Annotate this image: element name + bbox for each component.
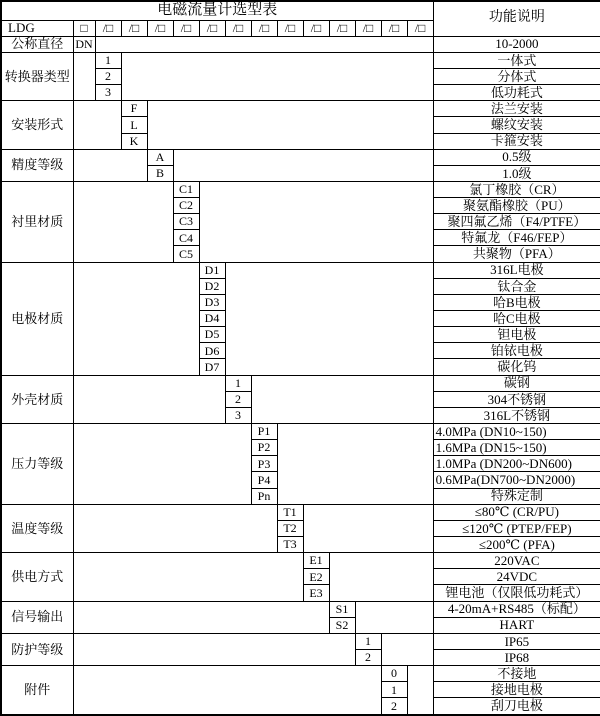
category-label-accessories: 附件 [1, 666, 73, 715]
lining-material-left-span [73, 181, 173, 262]
ldg-code-slot: /□ [355, 20, 381, 36]
value-pressure-rating-1: 1.6MPa (DN15~150) [433, 440, 600, 456]
code-housing-material-1: 1 [225, 375, 251, 391]
ldg-code-slot: /□ [225, 20, 251, 36]
value-converter-type-2: 低功耗式 [433, 85, 600, 101]
protection-class-left-span [73, 633, 355, 665]
code-electrode-material-D7: D7 [199, 359, 225, 375]
value-nominal-diameter-0: 10-2000 [433, 36, 600, 52]
code-installation-type-L: L [121, 117, 147, 133]
ldg-code-slot: /□ [329, 20, 355, 36]
ldg-code-slot: /□ [251, 20, 277, 36]
value-electrode-material-3: 哈C电极 [433, 311, 600, 327]
category-label-signal-output: 信号输出 [1, 601, 73, 633]
value-converter-type-0: 一体式 [433, 52, 600, 68]
code-power-supply-E1: E1 [303, 553, 329, 569]
category-label-pressure-rating: 压力等级 [1, 424, 73, 505]
value-installation-type-2: 卡箍安装 [433, 133, 600, 149]
value-pressure-rating-0: 4.0MPa (DN10~150) [433, 424, 600, 440]
code-electrode-material-D1: D1 [199, 262, 225, 278]
value-accuracy-class-0: 0.5级 [433, 149, 600, 165]
code-housing-material-2: 2 [225, 391, 251, 407]
value-pressure-rating-3: 0.6MPa(DN700~DN2000) [433, 472, 600, 488]
electrode-material-left-span [73, 262, 199, 375]
code-protection-class-2: 2 [355, 650, 381, 666]
value-electrode-material-1: 钛合金 [433, 278, 600, 294]
code-nominal-diameter-DN: DN [73, 36, 95, 52]
ldg-code-slot: /□ [381, 20, 407, 36]
accessories-left-span [73, 666, 381, 715]
value-lining-material-2: 聚四氟乙烯（F4/PTFE） [433, 214, 600, 230]
accuracy-class-left-span [73, 149, 147, 181]
value-electrode-material-5: 铂铱电极 [433, 343, 600, 359]
category-label-power-supply: 供电方式 [1, 553, 73, 601]
value-accuracy-class-1: 1.0级 [433, 165, 600, 181]
category-label-temperature-rating: 温度等级 [1, 504, 73, 552]
value-power-supply-1: 24VDC [433, 569, 600, 585]
code-installation-type-K: K [121, 133, 147, 149]
code-electrode-material-D6: D6 [199, 343, 225, 359]
ldg-code-slot: /□ [199, 20, 225, 36]
category-label-protection-class: 防护等级 [1, 633, 73, 665]
pressure-rating-left-span [73, 424, 251, 505]
code-temperature-rating-T3: T3 [277, 537, 303, 553]
code-electrode-material-D4: D4 [199, 311, 225, 327]
value-signal-output-0: 4-20mA+RS485（标配） [433, 601, 600, 617]
code-temperature-rating-T1: T1 [277, 504, 303, 520]
value-power-supply-2: 锂电池（仅限低功耗式） [433, 585, 600, 601]
value-lining-material-1: 聚氨酯橡胶（PU） [433, 198, 600, 214]
accuracy-class-right-span [173, 149, 433, 181]
ldg-code-slot: /□ [277, 20, 303, 36]
code-accessories-0: 0 [381, 666, 407, 682]
code-lining-material-C2: C2 [173, 198, 199, 214]
value-housing-material-0: 碳钢 [433, 375, 600, 391]
code-accessories-2: 2 [381, 698, 407, 715]
code-accuracy-class-B: B [147, 165, 173, 181]
temperature-rating-left-span [73, 504, 277, 552]
temperature-rating-right-span [303, 504, 433, 552]
selection-table-body [1, 1, 600, 715]
nominal-diameter-right-span [95, 36, 433, 52]
code-electrode-material-D2: D2 [199, 278, 225, 294]
code-accuracy-class-A: A [147, 149, 173, 165]
code-power-supply-E3: E3 [303, 585, 329, 601]
value-electrode-material-0: 316L电极 [433, 262, 600, 278]
value-protection-class-0: IP65 [433, 633, 600, 649]
code-lining-material-C5: C5 [173, 246, 199, 262]
value-protection-class-1: IP68 [433, 650, 600, 666]
ldg-code-slot: /□ [121, 20, 147, 36]
code-converter-type-1: 1 [95, 52, 121, 68]
code-power-supply-E2: E2 [303, 569, 329, 585]
function-column-header: 功能说明 [433, 1, 600, 36]
value-housing-material-1: 304不锈钢 [433, 391, 600, 407]
value-electrode-material-6: 碳化钨 [433, 359, 600, 375]
code-protection-class-1: 1 [355, 633, 381, 649]
code-pressure-rating-P1: P1 [251, 424, 277, 440]
signal-output-left-span [73, 601, 329, 633]
code-electrode-material-D5: D5 [199, 327, 225, 343]
value-temperature-rating-0: ≤80℃ (CR/PU) [433, 504, 600, 520]
category-label-nominal-diameter: 公称直径 [1, 36, 73, 52]
category-label-accuracy-class: 精度等级 [1, 149, 73, 181]
code-housing-material-3: 3 [225, 407, 251, 423]
accessories-right-span [407, 666, 433, 715]
value-installation-type-0: 法兰安装 [433, 101, 600, 117]
code-pressure-rating-P3: P3 [251, 456, 277, 472]
code-signal-output-S1: S1 [329, 601, 355, 617]
installation-type-left-span [73, 101, 121, 149]
code-pressure-rating-Pn: Pn [251, 488, 277, 504]
value-lining-material-4: 共聚物（PFA） [433, 246, 600, 262]
code-lining-material-C3: C3 [173, 214, 199, 230]
value-electrode-material-2: 哈B电极 [433, 294, 600, 310]
ldg-code-slot: /□ [407, 20, 433, 36]
housing-material-left-span [73, 375, 225, 423]
value-power-supply-0: 220VAC [433, 553, 600, 569]
code-lining-material-C1: C1 [173, 181, 199, 197]
value-installation-type-1: 螺纹安装 [433, 117, 600, 133]
code-installation-type-F: F [121, 101, 147, 117]
electrode-material-right-span [225, 262, 433, 375]
code-signal-output-S2: S2 [329, 617, 355, 633]
code-pressure-rating-P4: P4 [251, 472, 277, 488]
value-temperature-rating-1: ≤120℃ (PTEP/FEP) [433, 520, 600, 536]
value-pressure-rating-2: 1.0MPa (DN200~DN600) [433, 456, 600, 472]
installation-type-right-span [147, 101, 433, 149]
converter-type-right-span [121, 52, 433, 100]
category-label-housing-material: 外壳材质 [1, 375, 73, 423]
value-electrode-material-4: 钽电极 [433, 327, 600, 343]
value-pressure-rating-4: 特殊定制 [433, 488, 600, 504]
category-label-electrode-material: 电极材质 [1, 262, 73, 375]
table-title: 电磁流量计选型表 [1, 1, 433, 20]
housing-material-right-span [251, 375, 433, 423]
value-accessories-2: 刮刀电极 [433, 698, 600, 715]
power-supply-left-span [73, 553, 303, 601]
power-supply-right-span [329, 553, 433, 601]
code-lining-material-C4: C4 [173, 230, 199, 246]
ldg-code-slot: /□ [147, 20, 173, 36]
ldg-code-slot: /□ [303, 20, 329, 36]
value-lining-material-3: 特氟龙（F46/FEP） [433, 230, 600, 246]
protection-class-right-span [381, 633, 433, 665]
ldg-label: LDG [1, 20, 73, 36]
category-label-installation-type: 安装形式 [1, 101, 73, 149]
ldg-code-slot: /□ [173, 20, 199, 36]
lining-material-right-span [199, 181, 433, 262]
code-converter-type-3: 3 [95, 85, 121, 101]
value-accessories-1: 接地电极 [433, 682, 600, 698]
signal-output-right-span [355, 601, 433, 633]
value-accessories-0: 不接地 [433, 666, 600, 682]
value-converter-type-1: 分体式 [433, 68, 600, 84]
value-housing-material-2: 316L不锈钢 [433, 407, 600, 423]
category-label-converter-type: 转换器类型 [1, 52, 73, 100]
value-signal-output-1: HART [433, 617, 600, 633]
category-label-lining-material: 衬里材质 [1, 181, 73, 262]
value-lining-material-0: 氯丁橡胶（CR） [433, 181, 600, 197]
converter-type-left-span [73, 52, 95, 100]
code-accessories-1: 1 [381, 682, 407, 698]
code-electrode-material-D3: D3 [199, 294, 225, 310]
pressure-rating-right-span [277, 424, 433, 505]
code-converter-type-2: 2 [95, 68, 121, 84]
code-pressure-rating-P2: P2 [251, 440, 277, 456]
code-temperature-rating-T2: T2 [277, 520, 303, 536]
ldg-code-slot: /□ [95, 20, 121, 36]
value-temperature-rating-2: ≤200℃ (PFA) [433, 537, 600, 553]
ldg-checkbox-cell: □ [73, 20, 95, 36]
